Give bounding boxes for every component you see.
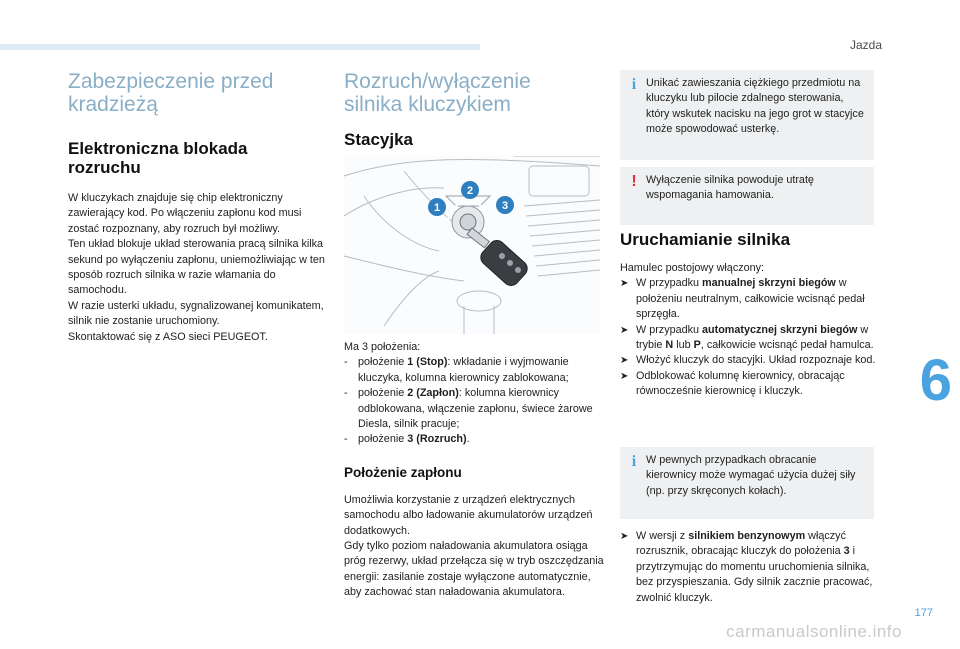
watermark: carmanualsonline.info [726, 622, 902, 641]
check-icon: ➤ [620, 324, 629, 336]
list-item: - położenie 3 (Rozruch). [344, 433, 470, 446]
immobiliser-title: Elektroniczna blokada rozruchu [68, 139, 248, 177]
figure-label-2-text: 2 [466, 185, 474, 197]
check-icon: ➤ [620, 355, 629, 367]
warning-note-brake [620, 167, 874, 225]
warning-note-brake-text: Wyłączenie silnika powoduje utratę wspomagania hamowania. [646, 174, 814, 202]
figure-label-1-text: 1 [433, 202, 441, 214]
dashboard-drawing [344, 156, 600, 334]
start-steps [620, 276, 876, 399]
section-name: Jazda [849, 38, 882, 52]
list-item: ➤ W wersji z silnikiem benzynowym włączyć rozrusznik, obracając kluczyk do położenia 3 i przytrzymując do momentu uruchomienia silnika, bez przyspieszania. Gdy silnik zacznie pracować, zwolnić kluczyk. [620, 530, 873, 604]
list-item: ➤ W przypadku automatycznej skrzyni biegów w trybie N lub P, całkowicie wcisnąć pedał hamulca. [620, 323, 874, 352]
switch-title: Stacyjka [344, 130, 413, 149]
header-bar [0, 44, 480, 50]
starting-block [620, 230, 876, 400]
list-item: ➤ W przypadku manualnej skrzyni biegów w położeniu neutralnym, całkowicie wcisnąć pedał sprzęgła. [620, 277, 865, 321]
positions-block [344, 340, 604, 601]
info-icon: i [631, 76, 637, 93]
ignition-position-title: Położenie zapłonu [344, 464, 462, 480]
info-icon: i [631, 453, 637, 470]
chapter-number: 6 [919, 348, 952, 413]
column-antitheft [68, 70, 328, 345]
info-note-key-text: Unikać zawieszania ciężkiego przedmiotu na kluczyku lub pilocie zdalnego sterowania, który wskutek nacisku na jego grot w stacyjce może spowodować usterkę. [646, 77, 864, 136]
list-item: - położenie 2 (Zapłon): kolumna kierownicy odblokowana, włączenie zapłonu, świece żarowe Diesla, silnik pracuje; [344, 387, 593, 431]
immobiliser-body: W kluczykach znajduje się chip elektroniczny zawierający kod. Po włączeniu zapłonu kod musi zostać rozpoznany, aby rozruch był możliwy. Ten układ blokuje układ sterowania pracą silnika kilka sekund po wyłączeniu zapłonu, uniemożliwiając w ten sposób rozruch silnika w razie włamania do samochodu. W razie usterki układu, sygnalizowanej komunikatem, silnik nie zostanie uruchomiony. Skontaktować się z ASO sieci PEUGEOT. [68, 192, 325, 343]
figure-label-3-text: 3 [501, 200, 509, 212]
positions-intro: Ma 3 położenia: [344, 341, 421, 353]
warning-icon: ! [631, 173, 637, 190]
start-engine-title: Uruchamianie silnika [620, 230, 791, 249]
list-item: ➤ Odblokować kolumnę kierownicy, obracając równocześnie kierownicę i kluczyk. [620, 369, 845, 398]
list-item: ➤ Włożyć kluczyk do stacyjki. Układ rozpoznaje kod. [620, 353, 876, 368]
ignition-switch-illustration [344, 156, 600, 334]
petrol-block [620, 529, 876, 606]
info-note-steering [620, 447, 874, 519]
start-intro: Hamulec postojowy włączony: [620, 262, 765, 274]
check-icon: ➤ [620, 370, 629, 382]
ignition-title: Rozruch/wyłączenie silnika kluczykiem [344, 70, 531, 116]
positions-list [344, 355, 604, 447]
info-note-steering-text: W pewnych przypadkach obracanie kierownicy może wymagać użycia dużej siły (np. przy skręconych kołach). [646, 454, 856, 497]
ignition-position-body: Umożliwia korzystanie z urządzeń elektrycznych samochodu albo ładowanie akumulatorów urządzeń dodatkowych. Gdy tylko poziom naładowania akumulatora osiąga próg rezerwy, układ przełącza się w tryb oszczędzania energii: zasilanie zostaje wyłączone automatycznie, aby zachować stan naładowania akumulatora. [344, 493, 604, 599]
antitheft-title: Zabezpieczenie przed kradzieżą [68, 70, 274, 116]
info-note-key [620, 70, 874, 160]
list-item: - położenie 1 (Stop): wkładanie i wyjmowanie kluczyka, kolumna kierownicy zablokowana; [344, 356, 569, 384]
page-number: 177 [914, 607, 933, 619]
column-ignition [344, 70, 604, 149]
check-icon: ➤ [620, 531, 629, 542]
check-icon: ➤ [620, 278, 629, 290]
